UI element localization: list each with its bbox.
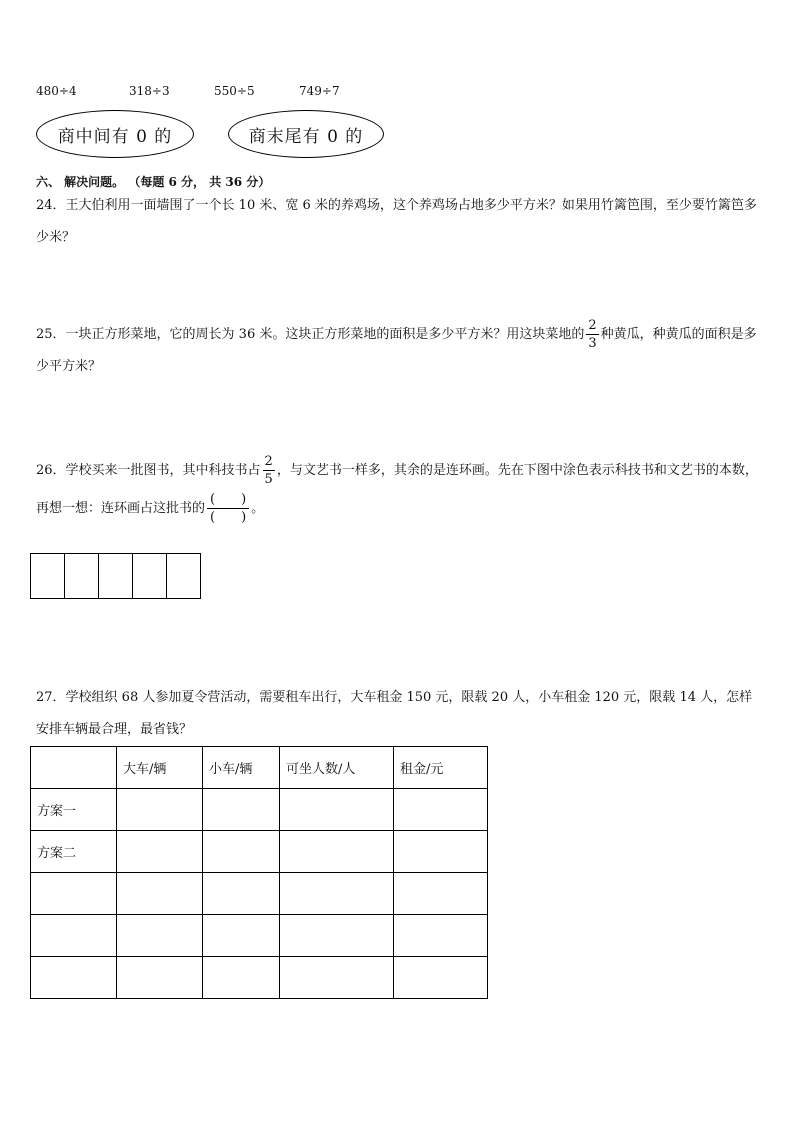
q25-fraction-denominator: 3 [588,336,597,351]
answer-cell[interactable] [394,831,488,873]
answer-cell[interactable] [280,957,394,999]
table-row [31,873,488,915]
header-big-bus: 大车/辆 [117,747,203,789]
rental-plan-table [30,746,488,999]
oval-middle-zero-label: 商中间有 0 的 [57,126,173,147]
table-row [31,915,488,957]
answer-cell[interactable] [280,789,394,831]
q26-text-middle: ，与文艺书一样多，其余的是连环画。先在下图中涂色表示科技书和文艺书的本数，再想一想：连环画占这批书的 [36,463,758,516]
q25-fraction [586,318,598,351]
answer-cell[interactable] [117,789,203,831]
strip-cell[interactable] [31,554,65,598]
answer-cell[interactable] [394,873,488,915]
answer-cell[interactable] [203,957,280,999]
row-label: 方案二 [31,831,117,873]
header-corner [31,747,117,789]
q26-fraction-denominator: 5 [264,472,273,487]
table-header-row [31,747,488,789]
q26-text-end: 。 [251,501,265,516]
answer-cell[interactable] [394,915,488,957]
answer-cell[interactable] [117,831,203,873]
answer-cell[interactable] [394,957,488,999]
coloring-strip [30,553,201,599]
strip-cell[interactable] [167,554,200,598]
answer-cell[interactable] [117,915,203,957]
question-26 [36,452,760,528]
answer-cell[interactable] [203,831,280,873]
header-small-bus: 小车/辆 [203,747,280,789]
table-row [31,831,488,873]
oval-end-zero-label: 商末尾有 0 的 [248,126,364,147]
strip-cell[interactable] [133,554,167,598]
section-title: 六、 解决问题。 （每题 6 分， 共 36 分） [36,175,271,189]
answer-cell[interactable] [280,873,394,915]
question-24: 24．王大伯利用一面墙围了一个长 10 米、宽 6 米的养鸡场，这个养鸡场占地多少平方米？如果用竹篱笆围，至少要竹篱笆多少米？ [36,198,757,245]
row-label[interactable] [31,873,117,915]
answer-cell[interactable] [394,789,488,831]
answer-cell[interactable] [203,915,280,957]
oval-end-zero [228,110,384,158]
header-capacity: 可坐人数/人 [280,747,394,789]
q26-answer-denominator[interactable]: ( ) [210,510,247,525]
q26-answer-fraction[interactable] [207,492,249,525]
table-row [31,957,488,999]
answer-cell[interactable] [280,831,394,873]
strip-cell[interactable] [99,554,133,598]
question-25 [36,318,760,383]
answer-cell[interactable] [117,957,203,999]
answer-cell[interactable] [280,915,394,957]
q26-fraction [263,454,275,487]
strip-cell[interactable] [65,554,99,598]
answer-cell[interactable] [203,873,280,915]
expression-2: 318÷3 [129,84,170,98]
answer-cell[interactable] [203,789,280,831]
expression-4: 749÷7 [299,84,340,98]
row-label[interactable] [31,957,117,999]
q25-fraction-numerator: 2 [588,318,597,333]
q26-text-before: 26．学校买来一批图书，其中科技书占 [36,463,261,478]
row-label: 方案一 [31,789,117,831]
q25-text-before: 25．一块正方形菜地，它的周长为 36 米。这块正方形菜地的面积是多少平方米？用这块菜地的 [36,327,585,342]
oval-middle-zero [36,110,194,158]
header-rent: 租金/元 [394,747,488,789]
question-27: 27．学校组织 68 人参加夏令营活动，需要租车出行，大车租金 150 元，限载 20 人，小车租金 120 元，限载 14 人，怎样安排车辆最合理，最省钱？ [36,690,753,737]
answer-cell[interactable] [117,873,203,915]
table-row [31,789,488,831]
q26-answer-numerator[interactable]: ( ) [210,492,247,507]
expression-1: 480÷4 [36,84,77,98]
row-label[interactable] [31,915,117,957]
q26-fraction-numerator: 2 [264,454,273,469]
q25-text-after: 种黄瓜，种黄瓜的面积是多少平方米？ [36,327,757,374]
expression-3: 550÷5 [214,84,255,98]
